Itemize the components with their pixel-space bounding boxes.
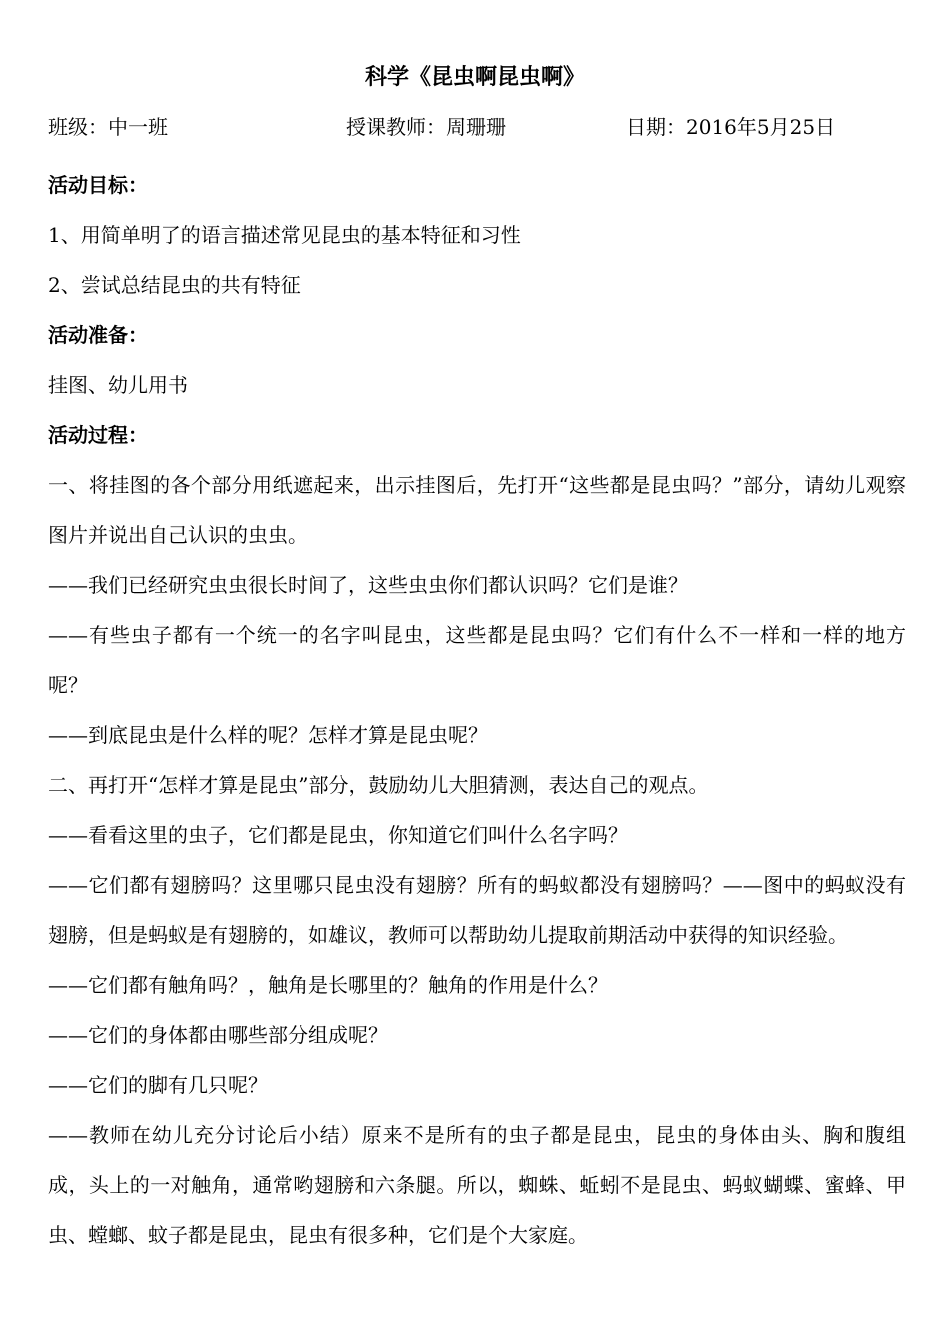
process-paragraph: 一、将挂图的各个部分用纸遮起来，出示挂图后，先打开“这些都是昆虫吗？”部分，请幼儿观察图片并说出自己认识的虫虫。 [48, 473, 906, 547]
document-body [48, 160, 906, 1260]
prep-heading: 活动准备： [48, 323, 148, 347]
teacher-label: 授课教师：周珊珊 [346, 115, 506, 139]
process-paragraph: ——它们都有触角吗？，触角是长哪里的？触角的作用是什么？ [48, 973, 608, 997]
process-paragraph: ——它们的身体都由哪些部分组成呢？ [48, 1023, 388, 1047]
process-heading: 活动过程： [48, 423, 148, 447]
process-paragraph: 二、再打开“怎样才算是昆虫”部分，鼓励幼儿大胆猜测，表达自己的观点。 [48, 773, 709, 797]
process-paragraph: ——教师在幼儿充分讨论后小结）原来不是所有的虫子都是昆虫，昆虫的身体由头、胸和腹组成，头上的一对触角，通常哟翅膀和六条腿。所以，蜘蛛、蚯蚓不是昆虫、蚂蚁蝴蝶、蜜蜂、甲虫、螳螂、蚊子都是昆虫，昆虫有很多种，它们是个大家庭。 [48, 1123, 906, 1247]
goals-heading: 活动目标： [48, 173, 148, 197]
lesson-meta [48, 110, 908, 144]
process-paragraph: ——它们的脚有几只呢？ [48, 1073, 268, 1097]
prep-text: 挂图、幼儿用书 [48, 373, 188, 397]
goal-item: 2、尝试总结昆虫的共有特征 [48, 273, 301, 297]
class-label: 班级：中一班 [48, 115, 168, 139]
process-paragraph: ——它们都有翅膀吗？这里哪只昆虫没有翅膀？所有的蚂蚁都没有翅膀吗？——图中的蚂蚁没有翅膀，但是蚂蚁是有翅膀的，如雄议，教师可以帮助幼儿提取前期活动中获得的知识经验。 [48, 873, 906, 947]
goal-item: 1、用简单明了的语言描述常见昆虫的基本特征和习性 [48, 223, 521, 247]
process-paragraph: ——看看这里的虫子，它们都是昆虫，你知道它们叫什么名字吗？ [48, 823, 628, 847]
document-title: 科学《昆虫啊昆虫啊》 [364, 64, 585, 90]
process-paragraph: ——有些虫子都有一个统一的名字叫昆虫，这些都是昆虫吗？它们有什么不一样和一样的地方呢？ [48, 623, 906, 697]
process-paragraph: ——到底昆虫是什么样的呢？怎样才算是昆虫呢？ [48, 723, 488, 747]
process-paragraph: ——我们已经研究虫虫很长时间了，这些虫虫你们都认识吗？它们是谁？ [48, 573, 688, 597]
date-label: 日期：2016年5月25日 [626, 115, 836, 139]
